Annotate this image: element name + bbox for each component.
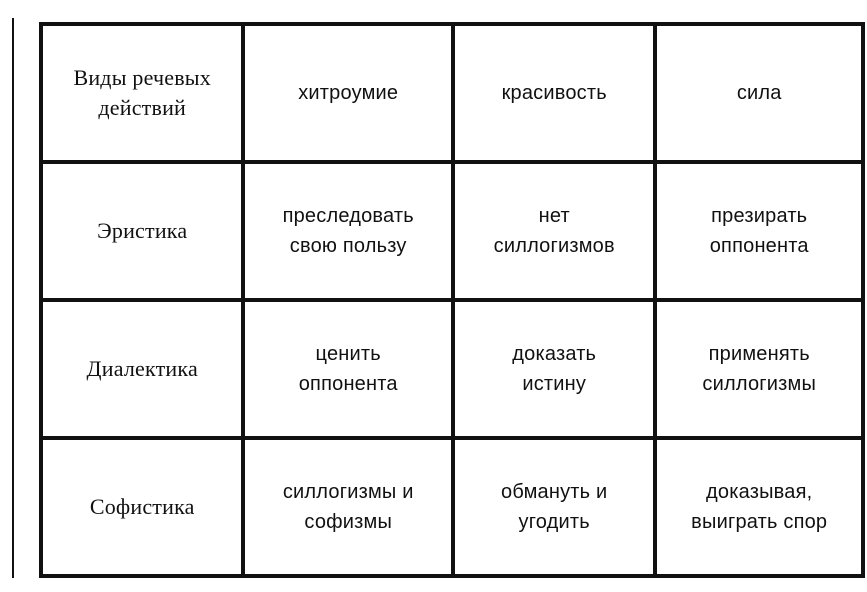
row-label-dialectics: Диалектика xyxy=(41,300,243,438)
column-header-cunning: хитроумие xyxy=(243,24,453,162)
table-cell: обмануть и угодить xyxy=(453,438,655,576)
table-cell: применять силлогизмы xyxy=(655,300,863,438)
column-header-strength: сила xyxy=(655,24,863,162)
column-header-beauty: красивость xyxy=(453,24,655,162)
page-edge-rule xyxy=(12,18,14,578)
table-cell: преследовать свою пользу xyxy=(243,162,453,300)
header-corner-cell: Виды речевых действий xyxy=(41,24,243,162)
table-cell: доказать истину xyxy=(453,300,655,438)
table-cell: силлогизмы и софизмы xyxy=(243,438,453,576)
row-label-eristics: Эристика xyxy=(41,162,243,300)
table-header-row xyxy=(41,24,863,162)
table-cell: презирать оппонента xyxy=(655,162,863,300)
speech-actions-table xyxy=(39,22,865,578)
table-row xyxy=(41,300,863,438)
row-label-sophistry: Софистика xyxy=(41,438,243,576)
table-cell: доказывая, выиграть спор xyxy=(655,438,863,576)
table-cell: нет силлогизмов xyxy=(453,162,655,300)
table-row xyxy=(41,162,863,300)
table-cell: ценить оппонента xyxy=(243,300,453,438)
table-row xyxy=(41,438,863,576)
